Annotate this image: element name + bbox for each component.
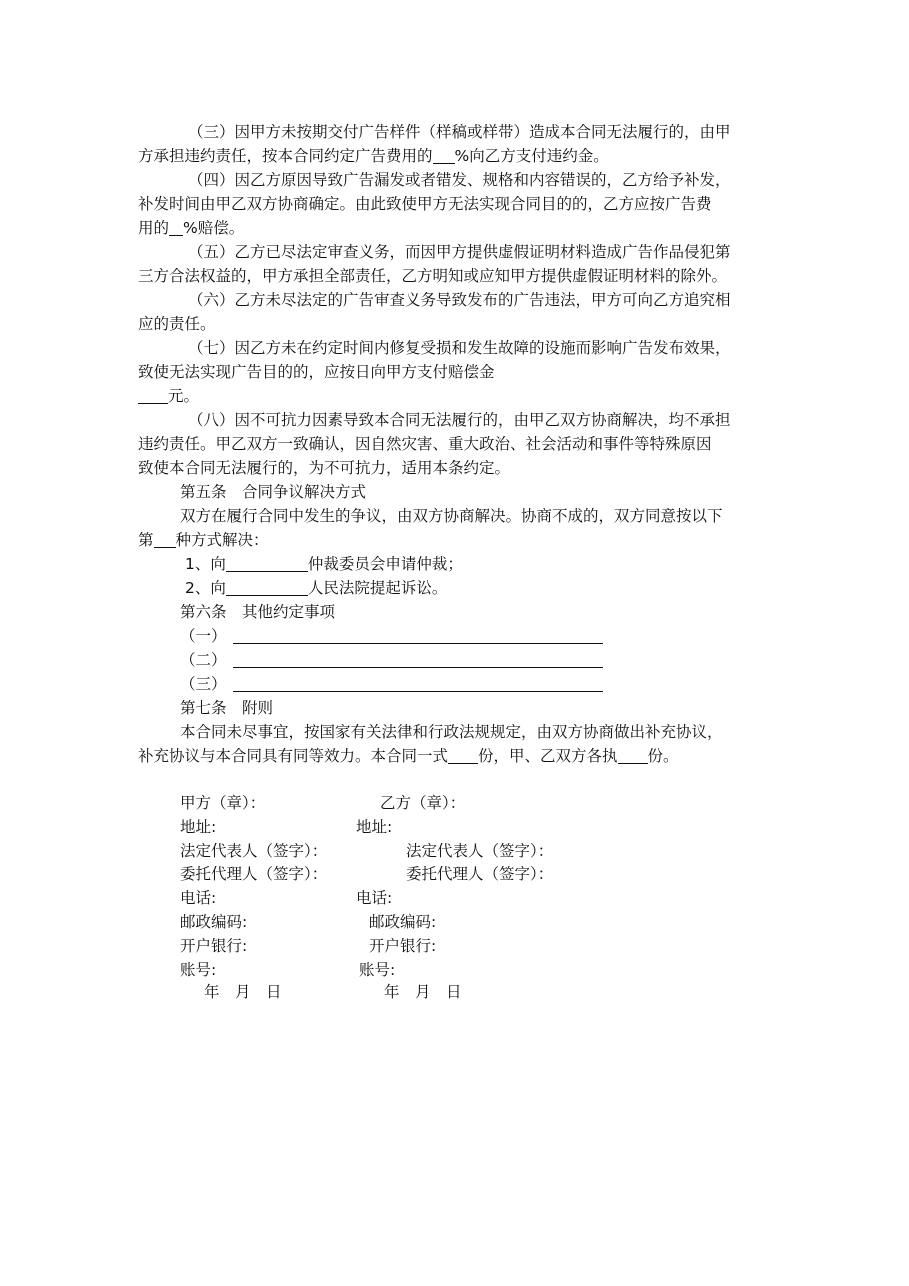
party-a-phone: 电话:: [180, 889, 217, 907]
article-7-text: 份，甲、乙双方各执: [478, 747, 618, 765]
option-text: 仲裁委员会申请仲裁；: [307, 555, 463, 573]
party-b-seal: 乙方（章）：: [380, 794, 466, 812]
article-5-para-line-2: [138, 528, 269, 552]
option-number: 1: [185, 555, 195, 573]
clause-7-line-1: （七）因乙方未在约定时间内修复受损和发生故障的设施而影响广告发布效果，: [188, 339, 731, 357]
article-7-text: 补充协议与本合同具有同等效力。本合同一式: [138, 747, 449, 765]
party-a-agent: 委托代理人（签字）：: [180, 865, 328, 883]
item-label: （二）: [180, 651, 227, 669]
clause-8-line-2: 违约责任。甲乙双方一致确认，因自然灾害、重大政治、社会活动和事件等特殊原因: [138, 435, 712, 453]
party-a-address: 地址:: [180, 818, 217, 836]
clause-3-line-2: [138, 144, 609, 168]
article-6-item-1: [180, 624, 603, 648]
clause-7-line-3: [138, 384, 199, 408]
option-text: 人民法院提起诉讼。: [307, 579, 448, 597]
option-text: 、向: [194, 579, 226, 597]
article-5-option-2: [185, 576, 447, 600]
clause-4-line-1: （四）因乙方原因导致广告漏发或者错发、规格和内容错误的，乙方给予补发，: [188, 171, 731, 189]
clause-3-line-1: （三）因甲方未按期交付广告样件（样稿或样带）造成本合同无法履行的，由甲: [188, 123, 731, 141]
item-label: （三）: [180, 675, 227, 693]
party-b-legal-rep: 法定代表人（签字）：: [406, 842, 554, 860]
article-5-heading: 第五条 合同争议解决方式: [180, 483, 367, 501]
clause-8-line-1: （八）因不可抗力因素导致本合同无法履行的，由甲乙双方协商解决，均不承担: [188, 411, 731, 429]
article-6-item-3: [180, 672, 603, 696]
clause-6-line-1: （六）乙方未尽法定的广告审查义务导致发布的广告违法，甲方可向乙方追究相: [188, 291, 731, 309]
blank-line: [226, 555, 308, 572]
option-text: 、向: [194, 555, 226, 573]
party-a-postcode: 邮政编码:: [180, 913, 248, 931]
article-7-text: 份。: [647, 747, 679, 765]
blank-line: [233, 675, 603, 692]
party-b-phone: 电话:: [356, 889, 393, 907]
article-5-text: 第: [138, 531, 154, 549]
clause-3-text: %向乙方支付违约金。: [454, 147, 609, 165]
blank-line: [433, 147, 455, 164]
blank-line: [169, 219, 183, 236]
party-b-agent: 委托代理人（签字）：: [406, 865, 554, 883]
article-6-heading: 第六条 其他约定事项: [180, 603, 336, 621]
blank-line: [226, 579, 308, 596]
blank-line: [618, 747, 648, 764]
clause-4-line-3: [138, 216, 244, 240]
party-a-bank: 开户银行:: [180, 937, 248, 955]
blank-line: [233, 651, 603, 668]
clause-8-line-3: 致使本合同无法履行的，为不可抗力，适用本条约定。: [138, 459, 511, 477]
party-b-account: 账号:: [359, 961, 396, 979]
article-5-para-line-1: 双方在履行合同中发生的争议，由双方协商解决。协商不成的，双方同意按以下: [180, 507, 723, 525]
clause-7-text: 元。: [168, 387, 200, 405]
party-a-seal: 甲方（章）：: [180, 794, 266, 812]
option-number: 2: [185, 579, 195, 597]
party-a-account: 账号:: [180, 961, 217, 979]
clause-4-text: %赔偿。: [183, 219, 245, 237]
article-7-para-line-1: 本合同未尽事宜，按国家有关法律和行政法规规定，由双方协商做出补充协议，: [180, 723, 723, 741]
article-7-para-line-2: [138, 744, 679, 768]
article-5-text: 种方式解决：: [175, 531, 269, 549]
clause-3-text: 方承担违约责任，按本合同约定广告费用的: [138, 147, 433, 165]
blank-line: [138, 387, 168, 404]
party-b-address: 地址:: [356, 818, 393, 836]
clause-6-line-2: 应的责任。: [138, 315, 216, 333]
article-6-item-2: [180, 648, 603, 672]
article-5-option-1: [185, 552, 463, 576]
clause-5-line-1: （五）乙方已尽法定审查义务，而因甲方提供虚假证明材料造成广告作品侵犯第: [188, 243, 731, 261]
party-a-date: 年 月 日: [204, 983, 282, 1001]
article-7-heading: 第七条 附则: [180, 699, 274, 717]
blank-line: [448, 747, 478, 764]
clause-4-line-2: 补发时间由甲乙双方协商确定。由此致使甲方无法实现合同目的的，乙方应按广告费: [138, 195, 712, 213]
clause-5-line-2: 三方合法权益的，甲方承担全部责任，乙方明知或应知甲方提供虚假证明材料的除外。: [138, 267, 728, 285]
party-b-date: 年 月 日: [384, 983, 462, 1001]
item-label: （一）: [180, 627, 227, 645]
party-b-postcode: 邮政编码:: [369, 913, 437, 931]
party-a-legal-rep: 法定代表人（签字）：: [180, 842, 328, 860]
blank-line: [233, 627, 603, 644]
clause-4-text: 用的: [138, 219, 170, 237]
clause-7-line-2: 致使无法实现广告目的的，应按日向甲方支付赔偿金: [138, 363, 495, 381]
blank-line: [154, 531, 176, 548]
party-b-bank: 开户银行:: [369, 937, 437, 955]
